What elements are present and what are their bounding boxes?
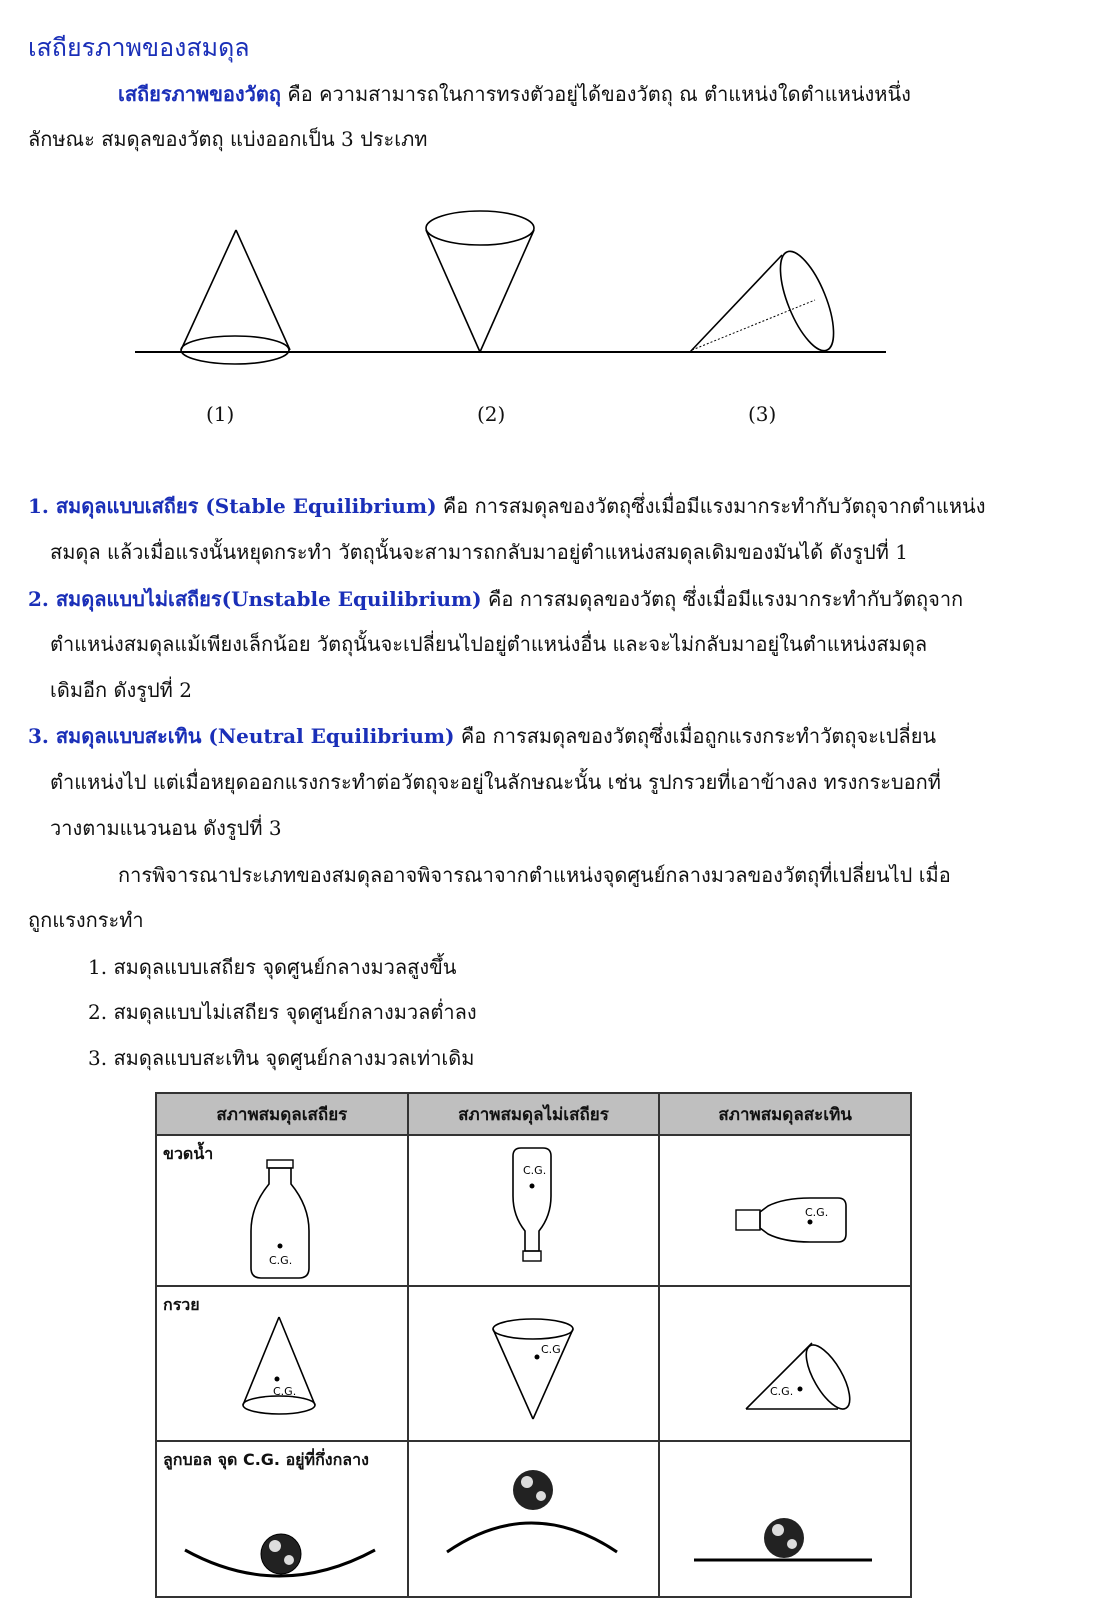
consider-item-3: 3. สมดุลแบบสะเทิน จุดศูนย์กลางมวลเท่าเดิม xyxy=(88,1046,475,1070)
type-1-line-2: สมดุล แล้วเมื่อแรงนั้นหยุดกระทำ วัตถุนั้นจะสามารถกลับมาอยู่ตำแหน่งสมดุลเดิมของมันได้ ดังรูปที่ 1 xyxy=(50,540,908,564)
type-2-title: 2. สมดุลแบบไม่เสถียร(Unstable Equilibrium) xyxy=(28,587,482,611)
bottle-unstable-image xyxy=(409,1136,654,1284)
figure-label-2: (2) xyxy=(477,402,506,426)
cone-neutral-cell xyxy=(659,1286,911,1442)
consider-item-1: 1. สมดุลแบบเสถียร จุดศูนย์กลางมวลสูงขึ้น xyxy=(88,955,457,979)
bottle-stable-cell xyxy=(156,1135,408,1286)
table-header: สภาพสมดุลไม่เสถียร xyxy=(408,1093,660,1135)
type-1-text: คือ การสมดุลของวัตถุซึ่งเมื่อมีแรงมากระทำกับวัตถุจากตำแหน่ง xyxy=(436,494,986,518)
cone-unstable-image xyxy=(409,1287,654,1440)
ball-neutral-image xyxy=(660,1442,905,1595)
cone-unstable-cell xyxy=(408,1286,660,1442)
cg-label: C.G. xyxy=(269,1254,293,1268)
type-2-text: คือ การสมดุลของวัตถุ ซึ่งเมื่อมีแรงมากระทำกับวัตถุจาก xyxy=(481,587,964,611)
ball-stable-cell xyxy=(156,1441,408,1597)
intro-term: เสถียรภาพของวัตถุ xyxy=(118,82,281,106)
figure-label-1: (1) xyxy=(206,402,235,426)
cg-label: C.G. xyxy=(273,1384,297,1398)
type-3-text: คือ การสมดุลของวัตถุซึ่งเมื่อถูกแรงกระทำวัตถุจะเปลี่ยน xyxy=(454,724,937,748)
type-3-line-2: ตำแหน่งไป แต่เมื่อหยุดออกแรงกระทำต่อวัตถุจะอยู่ในลักษณะนั้น เช่น รูปกรวยที่เอาข้างลง ทรงกระบอกที่ xyxy=(50,770,941,794)
cone-neutral xyxy=(690,245,844,358)
bottle-neutral-cell xyxy=(659,1135,911,1286)
type-3-line-3: วางตามแนวนอน ดังรูปที่ 3 xyxy=(50,816,282,840)
type-1-line-1 xyxy=(28,492,985,520)
intro-line-1 xyxy=(118,80,911,108)
table-row xyxy=(156,1135,911,1286)
type-2-line-3: เดิมอีก ดังรูปที่ 2 xyxy=(50,678,192,702)
cone-unstable xyxy=(426,211,534,352)
cg-label: C.G. xyxy=(540,1342,564,1356)
page-title: เสถียรภาพของสมดุล xyxy=(28,33,250,62)
cg-label: C.G. xyxy=(805,1206,829,1220)
table-header: สภาพสมดุลสะเทิน xyxy=(659,1093,911,1135)
type-3-line-1 xyxy=(28,722,936,750)
bottle-unstable-cell xyxy=(408,1135,660,1286)
row-label-ball: ลูกบอล จุด C.G. อยู่ที่กึ่งกลาง xyxy=(163,1450,369,1470)
type-1-title: 1. สมดุลแบบเสถียร (Stable Equilibrium) xyxy=(28,494,437,518)
cg-label: C.G. xyxy=(522,1164,546,1178)
cg-label: C.G. xyxy=(770,1384,794,1398)
figure-label-3: (3) xyxy=(748,402,777,426)
table-row xyxy=(156,1286,911,1442)
intro-text: คือ ความสามารถในการทรงตัวอยู่ได้ของวัตถุ ณ ตำแหน่งใดตำแหน่งหนึ่ง xyxy=(281,82,911,106)
consider-line-2: ถูกแรงกระทำ xyxy=(28,908,144,932)
table-row xyxy=(156,1441,911,1597)
row-label-cone: กรวย xyxy=(163,1294,200,1314)
ball-unstable-cell xyxy=(408,1441,660,1597)
ball-neutral-cell xyxy=(659,1441,911,1597)
consider-line-1: การพิจารณาประเภทของสมดุลอาจพิจารณาจากตำแหน่งจุดศูนย์กลางมวลของวัตถุที่เปลี่ยนไป เมื่อ xyxy=(118,863,951,887)
equilibrium-table xyxy=(155,1092,912,1598)
table-header: สภาพสมดุลเสถียร xyxy=(156,1093,408,1135)
equilibrium-figure xyxy=(0,200,1100,370)
cone-stable xyxy=(181,230,290,364)
table-header-row xyxy=(156,1093,911,1135)
bottle-neutral-image xyxy=(660,1136,905,1284)
type-2-line-2: ตำแหน่งสมดุลแม้เพียงเล็กน้อย วัตถุนั้นจะเปลี่ยนไปอยู่ตำแหน่งอื่น และจะไม่กลับมาอยู่ในตำแหน่งสมดุล xyxy=(50,632,928,656)
ball-unstable-image xyxy=(409,1442,654,1595)
type-2-line-1 xyxy=(28,585,963,613)
type-3-title: 3. สมดุลแบบสะเทิน (Neutral Equilibrium) xyxy=(28,724,455,748)
intro-line-2: ลักษณะ สมดุลของวัตถุ แบ่งออกเป็น 3 ประเภท xyxy=(28,127,428,151)
consider-item-2: 2. สมดุลแบบไม่เสถียร จุดศูนย์กลางมวลต่ำลง xyxy=(88,1000,477,1024)
row-label-bottle: ขวดน้ำ xyxy=(163,1144,214,1164)
cone-neutral-image xyxy=(660,1287,905,1440)
cone-stable-cell xyxy=(156,1286,408,1442)
